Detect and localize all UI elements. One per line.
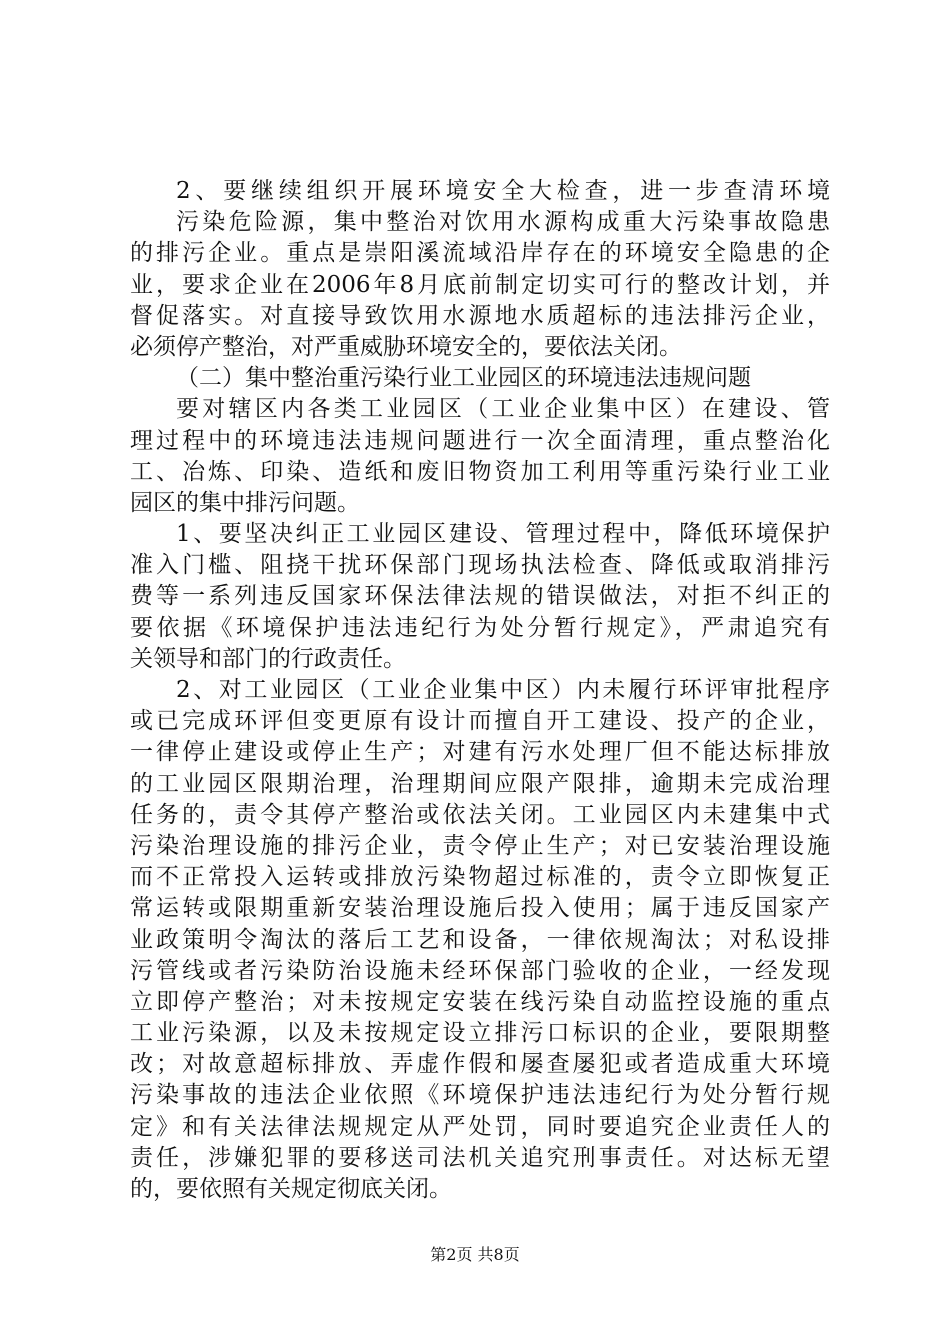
paragraph-line: 污管线或者污染防治设施未经环保部门验收的企业，一经发现: [130, 957, 830, 984]
paragraph-line: 理过程中的环境违法违规问题进行一次全面清理，重点整治化: [130, 427, 830, 454]
section-heading: （二）集中整治重污染行业工业园区的环境违法违规问题: [176, 365, 751, 392]
paragraph-line: 工业污染源，以及未按规定设立排污口标识的企业，要限期整: [130, 1020, 830, 1047]
paragraph-line: 污染事故的违法企业依照《环境保护违法违纪行为处分暂行规: [130, 1082, 830, 1109]
paragraph-line: 改；对故意超标排放、弄虚作假和屡查屡犯或者造成重大环境: [130, 1051, 830, 1078]
paragraph-line: 的工业园区限期治理，治理期间应限产限排，逾期未完成治理: [130, 770, 830, 797]
paragraph-line: 任务的，责令其停产整治或依法关闭。工业园区内未建集中式: [130, 801, 830, 828]
paragraph-line: 的排污企业。重点是崇阳溪流域沿岸存在的环境安全隐患的企: [130, 240, 830, 267]
paragraph-line: 或已完成环评但变更原有设计而擅自开工建设、投产的企业，: [130, 708, 830, 735]
paragraph-line: 污染危险源，集中整治对饮用水源构成重大污染事故隐患: [176, 209, 830, 236]
page-number-footer: 第2页 共8页: [430, 1245, 520, 1264]
paragraph-line: 关领导和部门的行政责任。: [130, 645, 406, 672]
paragraph-line: 一律停止建设或停止生产；对建有污水处理厂但不能达标排放: [130, 739, 830, 766]
paragraph-line: 而不正常投入运转或排放污染物超过标准的，责令立即恢复正: [130, 864, 830, 891]
paragraph-line: 立即停产整治；对未按规定安装在线污染自动监控设施的重点: [130, 988, 830, 1015]
paragraph-line: 要对辖区内各类工业园区（工业企业集中区）在建设、管: [176, 396, 830, 423]
paragraph-line: 常运转或限期重新安装治理设施后投入使用；属于违反国家产: [130, 895, 830, 922]
paragraph-line: 2、对工业园区（工业企业集中区）内未履行环评审批程序: [176, 677, 830, 703]
paragraph-line: 督促落实。对直接导致饮用水源地水质超标的违法排污企业，: [130, 302, 830, 329]
paragraph-line: 1、要坚决纠正工业园区建设、管理过程中，降低环境保护: [176, 521, 830, 548]
paragraph-line: 费等一系列违反国家环保法律法规的错误做法，对拒不纠正的: [130, 583, 830, 610]
paragraph-line: 业，要求企业在2006年8月底前制定切实可行的整改计划，并: [130, 271, 830, 298]
paragraph-line: 业政策明令淘汰的落后工艺和设备，一律依规淘汰；对私设排: [130, 926, 830, 953]
paragraph-line: 园区的集中排污问题。: [130, 489, 360, 516]
paragraph-line: 责任，涉嫌犯罪的要移送司法机关追究刑事责任。对达标无望: [130, 1144, 830, 1171]
paragraph-line: 准入门槛、阻挠干扰环保部门现场执法检查、降低或取消排污: [130, 552, 830, 579]
paragraph-line: 必须停产整治，对严重威胁环境安全的，要依法关闭。: [130, 333, 682, 360]
document-body: [130, 176, 830, 1205]
paragraph-line: 工、冶炼、印染、造纸和废旧物资加工利用等重污染行业工业: [130, 458, 830, 485]
paragraph-line: 的，要依照有关规定彻底关闭。: [130, 1176, 452, 1202]
paragraph-line: 污染治理设施的排污企业，责令停止生产；对已安装治理设施: [130, 832, 830, 859]
paragraph-line: 2、要继续组织开展环境安全大检查，进一步查清环境: [176, 178, 830, 204]
paragraph-line: 要依据《环境保护违法违纪行为处分暂行规定》，严肃追究有: [130, 614, 830, 641]
paragraph-line: 定》和有关法律法规规定从严处罚，同时要追究企业责任人的: [130, 1113, 830, 1140]
